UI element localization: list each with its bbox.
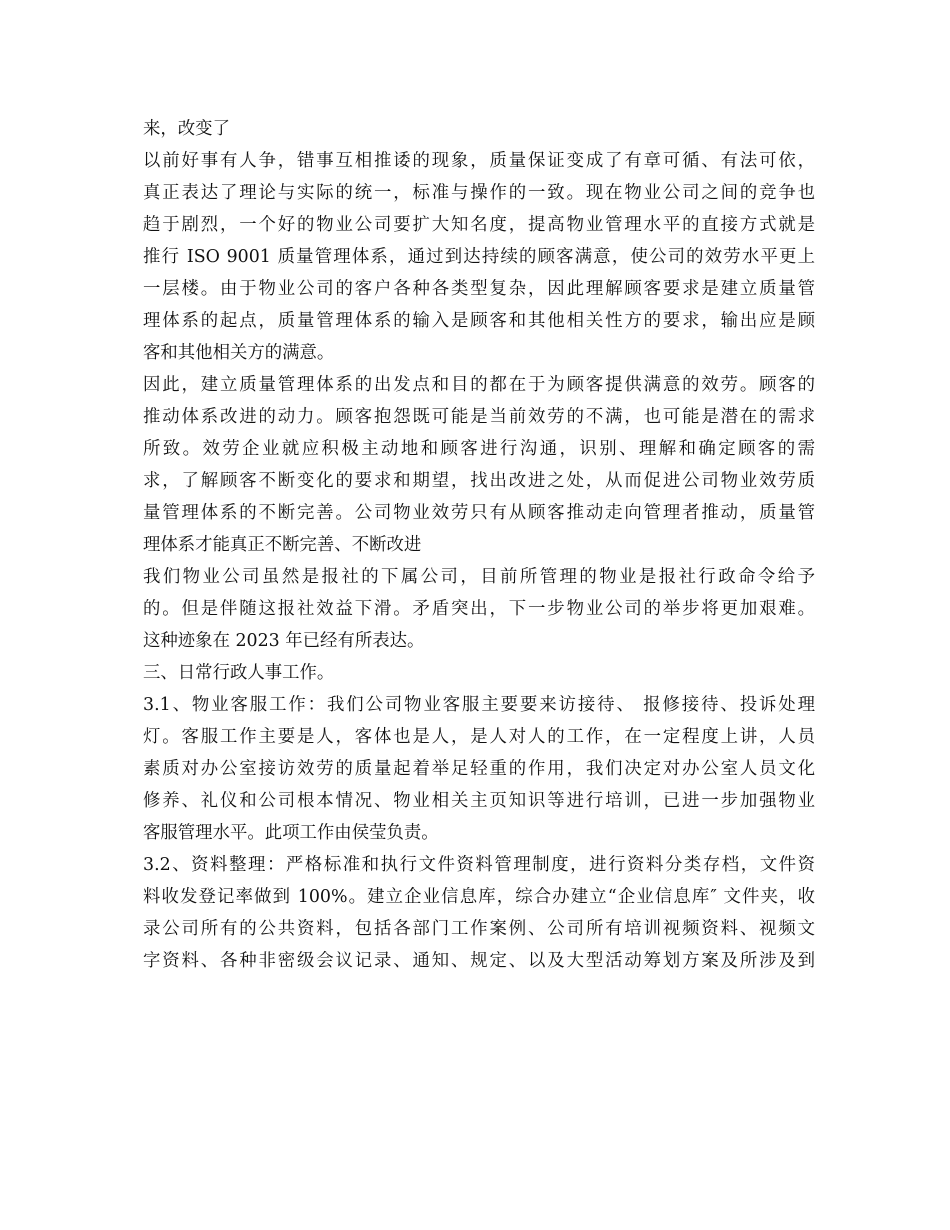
- text-line: 3.2、资料整理：严格标准和执行文件资料管理制度，进行资料分类存档，文件资: [143, 855, 815, 875]
- text-line: 所致。效劳企业就应积极主动地和顾客进行沟通，识别、理解和确定顾客的需: [143, 439, 815, 459]
- text-line: 以前好事有人争，错事互相推诿的现象，质量保证变成了有章可循、有法可依，: [143, 151, 815, 171]
- section-heading: 三、日常行政人事工作。: [143, 663, 335, 683]
- text-line: 真正表达了理论与实际的统一，标准与操作的一致。现在物业公司之间的竞争也: [143, 183, 815, 203]
- text-line: 来，改变了: [143, 119, 230, 139]
- text-line: 趋于剧烈，一个好的物业公司要扩大知名度，提高物业管理水平的直接方式就是: [143, 215, 815, 235]
- text-line: 料收发登记率做到 100%。建立企业信息库，综合办建立“企业信息库″ 文件夹，收: [143, 887, 815, 907]
- text-line: 量管理体系的不断完善。公司物业效劳只有从顾客推动走向管理者推动，质量管: [143, 503, 815, 523]
- text-line: 3.1、物业客服工作：我们公司物业客服主要要来访接待、 报修接待、投诉处理: [143, 695, 815, 715]
- text-line: 理体系才能真正不断完善、不断改进: [143, 535, 422, 555]
- text-line: 素质对办公室接访效劳的质量起着举足轻重的作用，我们决定对办公室人员文化: [143, 759, 815, 779]
- text-line: 理体系的起点，质量管理体系的输入是顾客和其他相关性方的要求，输出应是顾: [143, 311, 815, 331]
- text-line: 客服管理水平。此项工作由侯莹负责。: [143, 823, 439, 843]
- text-line: 修养、礼仪和公司根本情况、物业相关主页知识等进行培训，已进一步加强物业: [143, 791, 815, 811]
- document-body: [143, 113, 815, 977]
- text-line: 我们物业公司虽然是报社的下属公司，目前所管理的物业是报社行政命令给予: [143, 567, 815, 587]
- text-line: 字资料、各种非密级会议记录、通知、规定、以及大型活动筹划方案及所涉及到: [143, 951, 815, 971]
- text-line: 因此，建立质量管理体系的出发点和目的都在于为顾客提供满意的效劳。顾客的: [143, 375, 815, 395]
- text-line: 推行 ISO 9001 质量管理体系，通过到达持续的顾客满意，使公司的效劳水平更上: [143, 247, 815, 267]
- text-line: 灯。客服工作主要是人，客体也是人，是人对人的工作，在一定程度上讲，人员: [143, 727, 815, 747]
- text-line: 一层楼。由于物业公司的客户各种各类型复杂，因此理解顾客要求是建立质量管: [143, 279, 815, 299]
- text-line: 求，了解顾客不断变化的要求和期望，找出改进之处，从而促进公司物业效劳质: [143, 471, 815, 491]
- text-line: 录公司所有的公共资料，包括各部门工作案例、公司所有培训视频资料、视频文: [143, 919, 815, 939]
- text-line: 客和其他相关方的满意。: [143, 343, 335, 363]
- text-line: 这种迹象在 2023 年已经有所表达。: [143, 631, 425, 651]
- text-line: 推动体系改进的动力。顾客抱怨既可能是当前效劳的不满，也可能是潜在的需求: [143, 407, 815, 427]
- text-line: 的。但是伴随这报社效益下滑。矛盾突出，下一步物业公司的举步将更加艰难。: [143, 599, 815, 619]
